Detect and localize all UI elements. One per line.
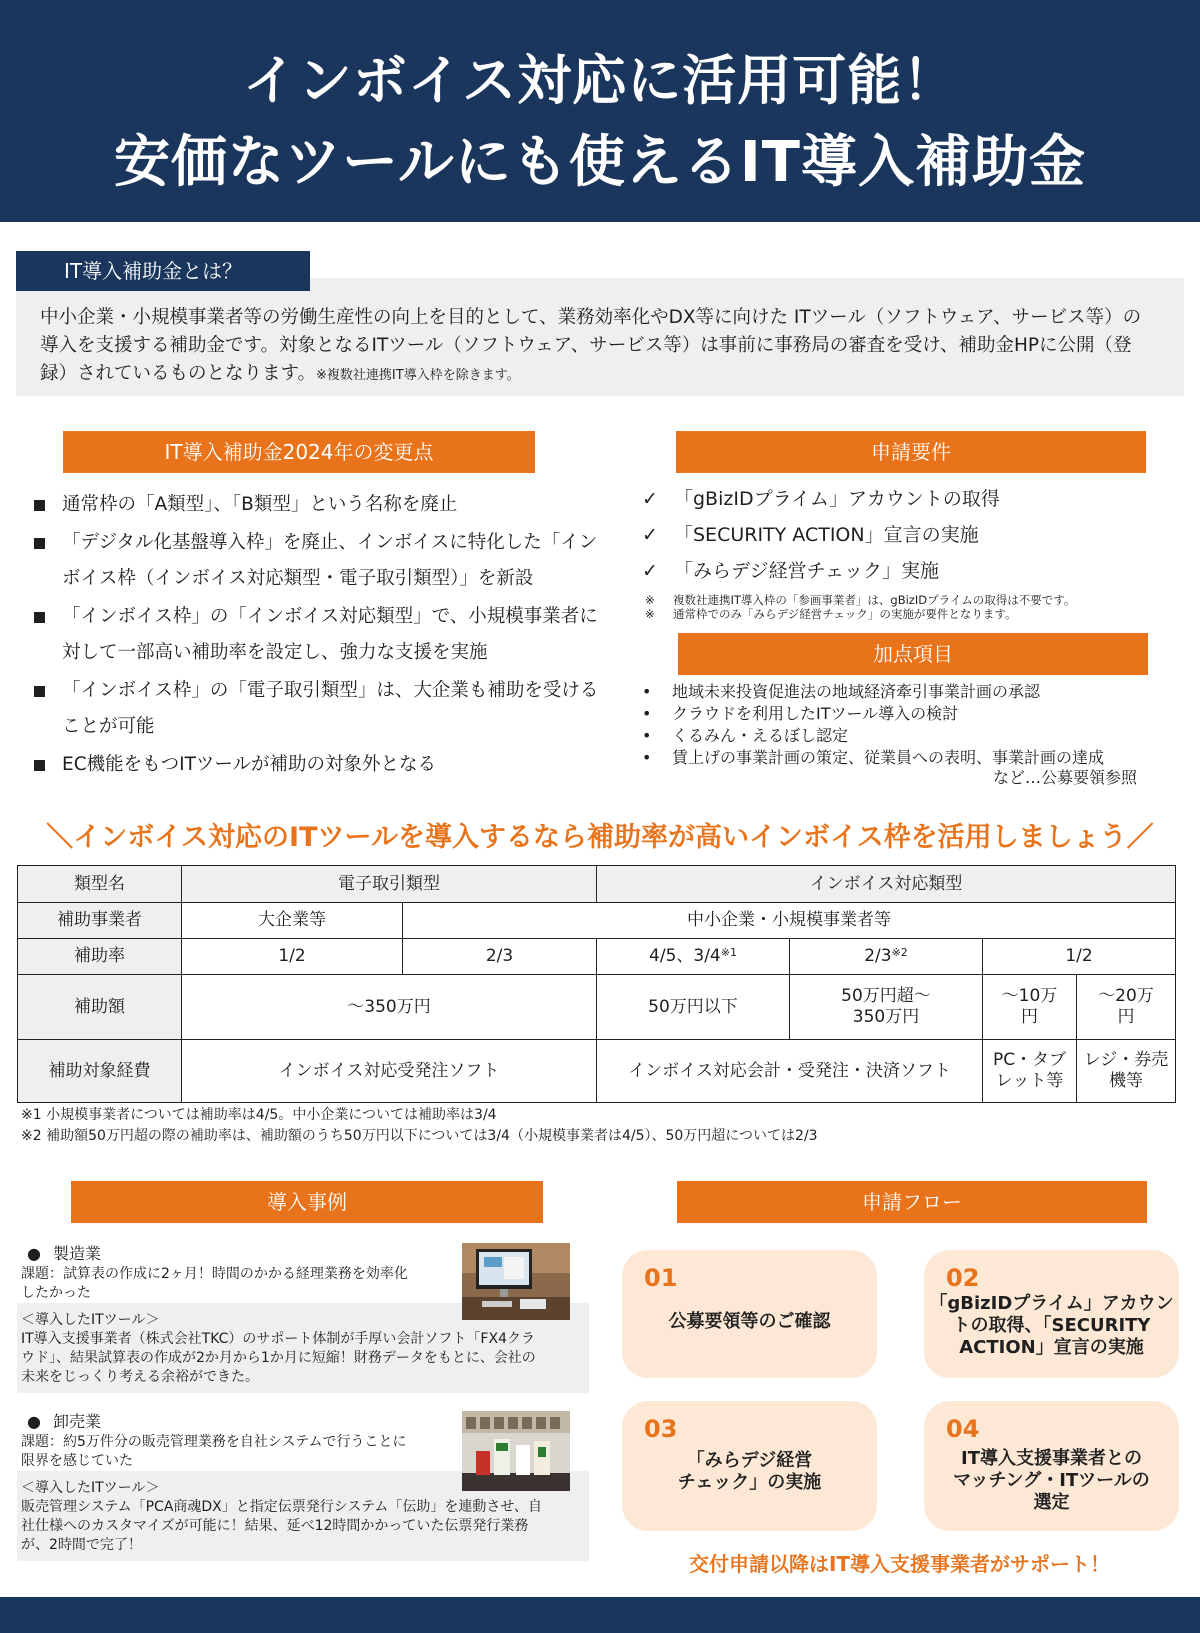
list-item: ✓ 「SECURITY ACTION」宣言の実施 bbox=[640, 517, 1160, 553]
flow-step-1 bbox=[622, 1250, 877, 1378]
table-row bbox=[18, 939, 1176, 975]
list-item: 「インボイス枠」の「電子取引類型」は、大企業も補助を受ける ことが可能 bbox=[30, 673, 600, 745]
table-cell: 補助率 bbox=[18, 939, 182, 975]
table-cell: ～20万 円 bbox=[1077, 975, 1176, 1040]
about-note: ※複数社連携IT導入枠を除きます。 bbox=[316, 368, 520, 383]
bullet-icon: • bbox=[642, 704, 652, 723]
flow-title: 申請フロー bbox=[677, 1181, 1147, 1223]
table-cell: インボイス対応会計・受発注・決済ソフト bbox=[597, 1040, 983, 1103]
table-cell: 補助事業者 bbox=[18, 903, 182, 939]
table-cell: 2/3$^{※2}$ bbox=[790, 939, 983, 975]
title-header bbox=[0, 0, 1200, 222]
headline-line-1: インボイス対応に活用可能！ bbox=[242, 49, 958, 112]
footnote: ※1 小規模事業者については補助率は4/5。中小企業については補助率は3/4 bbox=[21, 1107, 497, 1123]
flow-step-2 bbox=[924, 1250, 1179, 1378]
step-number: 02 bbox=[946, 1264, 980, 1292]
table-cell: PC・タブ レット等 bbox=[983, 1040, 1077, 1103]
step-title: 公募要領等のご確認 bbox=[668, 1311, 831, 1332]
support-message: 交付申請以降はIT導入支援事業者がサポート！ bbox=[688, 1552, 1111, 1576]
list-item: • 賃上げの事業計画の策定、従業員への表明、事業計画の達成 bbox=[642, 748, 1105, 767]
bonus-tail: など…公募要領参照 bbox=[992, 768, 1137, 787]
about-line-2: 導入を支援する補助金です。対象となるITツール（ソフトウェア、サービス等）は事前に事務局の審査を受け、補助金HPに公開（登 bbox=[40, 335, 1132, 356]
square-bullet-icon bbox=[34, 760, 45, 771]
table-cell: 4/5、3/4$^{※1}$ bbox=[597, 939, 790, 975]
table-cell: 1/2 bbox=[182, 939, 403, 975]
invoice-banner: ＼インボイス対応のITツールを導入するなら補助率が高いインボイス枠を活用しましょう／ bbox=[46, 822, 1154, 853]
bullet-icon: • bbox=[642, 726, 652, 745]
square-bullet-icon bbox=[34, 686, 45, 697]
about-label: IT導入補助金とは？ bbox=[16, 251, 310, 291]
list-item: • くるみん・えるぼし認定 bbox=[642, 726, 849, 745]
bonus-title: 加点項目 bbox=[678, 633, 1148, 675]
case-industry-wholesale: ● 卸売業 bbox=[27, 1412, 102, 1431]
case-task: 課題：試算表の作成に2ヶ月！時間のかかる経理業務を効率化 したかった bbox=[21, 1266, 408, 1301]
cases-title: 導入事例 bbox=[71, 1181, 543, 1223]
step-title: IT導入支援事業者との マッチング・ITツールの 選定 bbox=[953, 1448, 1150, 1513]
table-cell: 50万円以下 bbox=[597, 975, 790, 1040]
table-cell: 1/2 bbox=[983, 939, 1176, 975]
list-item: • 地域未来投資促進法の地域経済牽引事業計画の承認 bbox=[642, 682, 1041, 701]
list-item: 通常枠の「A類型」、「B類型」という名称を廃止 bbox=[30, 487, 600, 523]
list-item: EC機能をもつITツールが補助の対象外となる bbox=[30, 747, 600, 783]
requirements-title: 申請要件 bbox=[676, 431, 1146, 473]
table-cell: 50万円超～ 350万円 bbox=[790, 975, 983, 1040]
table-cell: 中小企業・小規模事業者等 bbox=[403, 903, 1176, 939]
flow-step-4 bbox=[924, 1401, 1179, 1531]
step-number: 01 bbox=[644, 1264, 678, 1292]
about-line-1: 中小企業・小規模事業者等の労働生産性の向上を目的として、業務効率化やDX等に向けた ITツール（ソフトウェア、サービス等）の bbox=[40, 307, 1142, 328]
table-cell: ～350万円 bbox=[182, 975, 597, 1040]
footer-bar bbox=[0, 1597, 1200, 1633]
product-display-photo bbox=[462, 1411, 570, 1491]
step-title: 「みらデジ経営 チェック」の実施 bbox=[677, 1450, 822, 1493]
table-cell: 類型名 bbox=[18, 866, 182, 903]
about-description bbox=[16, 278, 1184, 396]
check-icon: ✓ bbox=[642, 488, 658, 510]
case-industry-manufacturing: ● 製造業 bbox=[27, 1244, 102, 1263]
list-item: 「デジタル化基盤導入枠」を廃止、インボイスに特化した「イン ボイス枠（インボイス対応類型・電子取引類型）」を新設 bbox=[30, 525, 600, 597]
table-cell: 2/3 bbox=[403, 939, 597, 975]
table-cell: インボイス対応類型 bbox=[597, 866, 1176, 903]
check-icon: ✓ bbox=[642, 524, 658, 546]
table-cell: 補助対象経費 bbox=[18, 1040, 182, 1103]
case-task: 課題：約5万件分の販売管理業務を自社システムで行うことに 限界を感じていた bbox=[21, 1434, 407, 1469]
table-cell: ～10万 円 bbox=[983, 975, 1077, 1040]
list-item: ✓ 「gBizIDプライム」アカウントの取得 bbox=[640, 481, 1160, 517]
square-bullet-icon bbox=[34, 612, 45, 623]
requirements-list bbox=[640, 481, 1160, 589]
table-row bbox=[18, 1040, 1176, 1103]
square-bullet-icon bbox=[34, 500, 45, 511]
footnote: ※2 補助額50万円超の際の補助率は、補助額のうち50万円以下については3/4（小規模事業者は4/5）、50万円超については2/3 bbox=[21, 1128, 818, 1144]
table-row bbox=[18, 866, 1176, 903]
subsidy-rate-table bbox=[17, 865, 1176, 1103]
changes-title: IT導入補助金2024年の変更点 bbox=[63, 431, 535, 473]
about-line-3: 録）されているものとなります。※複数社連携IT導入枠を除きます。 bbox=[40, 363, 520, 384]
bullet-icon: • bbox=[642, 682, 652, 701]
list-item: 「インボイス枠」の「インボイス対応類型」で、小規模事業者に 対して一部高い補助率を設定し、強力な支援を実施 bbox=[30, 599, 600, 671]
office-computer-photo bbox=[462, 1243, 570, 1320]
headline-line-2: 安価なツールにも使えるIT導入補助金 bbox=[114, 130, 1086, 195]
requirements-notes: ※ 複数社連携IT導入枠の「参画事業者」は、gBizIDプライムの取得は不要です。 ※ 通常枠でのみ「みらデジ経営チェック」の実施が要件となります。 bbox=[645, 593, 1076, 621]
table-row bbox=[18, 903, 1176, 939]
step-number: 04 bbox=[946, 1415, 980, 1443]
list-item: ✓ 「みらデジ経営チェック」実施 bbox=[640, 553, 1160, 589]
step-number: 03 bbox=[644, 1415, 678, 1443]
step-title: 「gBizIDプライム」アカウン トの取得、「SECURITY ACTION」宣言の実施 bbox=[929, 1293, 1174, 1358]
case-tool-description: ＜導入したITツール＞ IT導入支援事業者（株式会社TKC）のサポート体制が手厚い会計ソフト「FX4クラ ウド」、結果試算表の作成が2か月から1か月に短縮！財務データをもとに、会社の 未来をじっくり考える余裕ができた。 bbox=[17, 1303, 589, 1393]
table-cell: インボイス対応受発注ソフト bbox=[182, 1040, 597, 1103]
changes-list bbox=[30, 487, 600, 785]
table-row bbox=[18, 975, 1176, 1040]
table-cell: 大企業等 bbox=[182, 903, 403, 939]
table-cell: レジ・券売 機等 bbox=[1077, 1040, 1176, 1103]
square-bullet-icon bbox=[34, 538, 45, 549]
case-tool-description: ＜導入したITツール＞ 販売管理システム「PCA商魂DX」と指定伝票発行システム「伝助」を連動させ、自 社仕様へのカスタマイズが可能に！結果、延べ12時間かかっていた伝票発行業務 が、2時間で完了！ bbox=[17, 1471, 589, 1561]
bullet-icon: • bbox=[642, 748, 652, 767]
bonus-list bbox=[640, 681, 1150, 769]
table-footnotes bbox=[21, 1105, 818, 1147]
table-cell: 電子取引類型 bbox=[182, 866, 597, 903]
table-cell: 補助額 bbox=[18, 975, 182, 1040]
list-item: • クラウドを利用したITツール導入の検討 bbox=[642, 704, 959, 723]
check-icon: ✓ bbox=[642, 560, 658, 582]
flow-step-3 bbox=[622, 1401, 877, 1531]
